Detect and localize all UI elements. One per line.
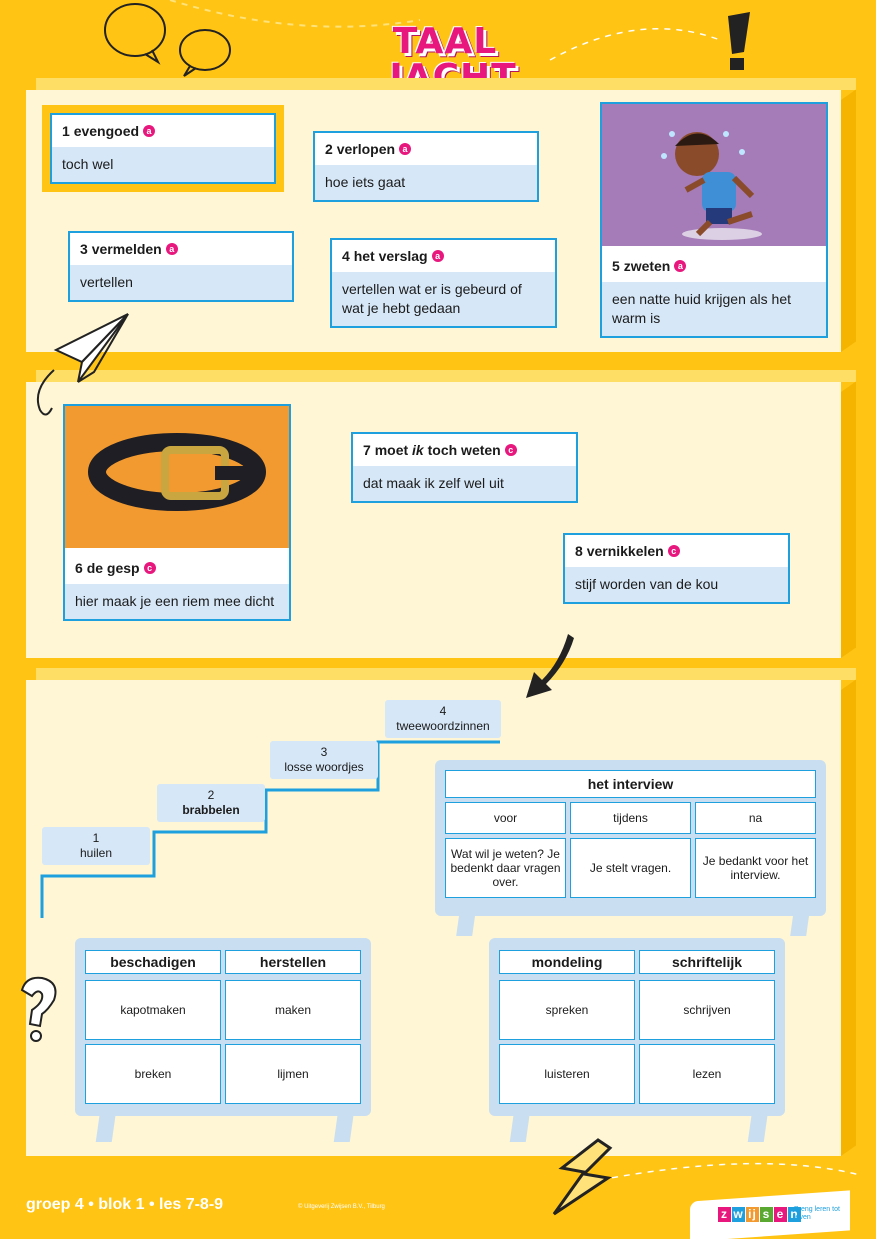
panel-top xyxy=(36,370,856,382)
panel-top xyxy=(36,668,856,680)
step-label-bold: brabbelen xyxy=(182,803,240,817)
word-card-5 xyxy=(600,102,828,338)
word-number: 2 xyxy=(325,141,333,157)
word-card-4 xyxy=(330,238,557,328)
copyright: © Uitgeverij Zwijsen B.V., Tilburg xyxy=(298,1204,385,1210)
panel-side xyxy=(841,89,856,352)
interview-header-after: na xyxy=(695,802,816,834)
step-number: 2 xyxy=(207,788,215,802)
word-card-title xyxy=(602,250,826,282)
board-left-cell: kapotmaken xyxy=(85,980,221,1040)
word-card-2 xyxy=(313,131,539,202)
word-definition: vertellen wat er is gebeurd of wat je hebt gedaan xyxy=(332,272,555,326)
word-number: 5 xyxy=(612,258,620,274)
word-card-title xyxy=(565,535,788,567)
word-term-pre: moet xyxy=(374,442,409,458)
board-right-cell: schrijven xyxy=(639,980,775,1040)
word-card-1 xyxy=(50,113,276,184)
panel-top xyxy=(36,78,856,90)
word-card-title xyxy=(315,133,537,165)
speech-bubble-icon xyxy=(100,0,240,80)
word-term-post: toch weten xyxy=(427,442,501,458)
board-left-cell: maken xyxy=(225,980,361,1040)
word-definition: toch wel xyxy=(52,147,274,182)
word-number: 3 xyxy=(80,241,88,257)
footer-lesson-info: groep 4 • blok 1 • les 7-8-9 xyxy=(26,1196,224,1213)
brand-tagline: Breng leren tot leven xyxy=(794,1206,840,1221)
brand-letter: ij xyxy=(746,1207,759,1222)
level-badge: a xyxy=(674,260,686,272)
brand-letter: w xyxy=(733,1207,744,1221)
step-1 xyxy=(42,827,150,865)
level-badge: c xyxy=(505,444,517,456)
board-right-cell: luisteren xyxy=(499,1044,635,1104)
step-4 xyxy=(385,700,501,738)
question-icon xyxy=(16,974,66,1044)
level-badge: a xyxy=(166,243,178,255)
step-label: losse woordjes xyxy=(284,760,364,774)
board-left-cell: breken xyxy=(85,1044,221,1104)
step-label xyxy=(157,803,265,818)
board-left-cell: lijmen xyxy=(225,1044,361,1104)
word-number: 8 xyxy=(575,543,583,559)
word-term: het verslag xyxy=(353,248,428,264)
logo-line-1: TAAL xyxy=(392,21,498,62)
word-term: vernikkelen xyxy=(586,543,664,559)
step-number: 3 xyxy=(320,745,328,759)
board-left-header-2: herstellen xyxy=(225,950,361,974)
board-left-header-1: beschadigen xyxy=(85,950,221,974)
board-right-header-2: schriftelijk xyxy=(639,950,775,974)
level-badge: a xyxy=(432,250,444,262)
interview-title: het interview xyxy=(445,770,816,798)
board-right-cell: lezen xyxy=(639,1044,775,1104)
word-card-title xyxy=(52,115,274,147)
sweating-boy-illustration xyxy=(602,104,826,246)
brand-letter: s xyxy=(760,1207,773,1222)
word-definition: dat maak ik zelf wel uit xyxy=(353,466,576,501)
level-badge: c xyxy=(144,562,156,574)
interview-cell-during: Je stelt vragen. xyxy=(570,838,691,898)
board-right-header-1: mondeling xyxy=(499,950,635,974)
word-number: 6 xyxy=(75,560,83,576)
panel-side xyxy=(841,381,856,658)
level-badge: a xyxy=(143,125,155,137)
word-term: zweten xyxy=(623,258,671,274)
step-2 xyxy=(157,784,265,822)
step-3 xyxy=(270,741,378,779)
word-card-title xyxy=(353,434,576,466)
word-term: de gesp xyxy=(86,560,140,576)
exclamation-icon xyxy=(720,12,760,76)
panel-side xyxy=(841,679,856,1156)
word-definition: hier maak je een riem mee dicht xyxy=(65,584,289,619)
step-label: huilen xyxy=(79,846,113,860)
interview-header-before: voor xyxy=(445,802,566,834)
brand-letter: e xyxy=(774,1207,787,1222)
word-number: 4 xyxy=(342,248,350,264)
level-badge: c xyxy=(668,545,680,557)
brand-logo xyxy=(718,1207,802,1222)
word-card-title xyxy=(332,240,555,272)
level-badge: a xyxy=(399,143,411,155)
word-term-italic: ik xyxy=(412,442,424,458)
word-card-title xyxy=(70,233,292,265)
word-card-8 xyxy=(563,533,790,604)
word-card-7 xyxy=(351,432,578,503)
word-definition: een natte huid krijgen als het warm is xyxy=(602,282,826,336)
word-definition: vertellen xyxy=(70,265,292,300)
word-card-3 xyxy=(68,231,294,302)
board-right-cell: spreken xyxy=(499,980,635,1040)
word-term: verlopen xyxy=(336,141,396,157)
word-term: vermelden xyxy=(91,241,162,257)
interview-cell-before: Wat wil je weten? Je bedenkt daar vragen over. xyxy=(445,838,566,898)
word-number: 7 xyxy=(363,442,371,458)
word-card-title xyxy=(65,552,289,584)
word-term: evengoed xyxy=(73,123,140,139)
lightning-icon xyxy=(548,1138,618,1218)
word-card-6 xyxy=(63,404,291,621)
word-number: 1 xyxy=(62,123,70,139)
step-label: tweewoordzinnen xyxy=(396,719,490,733)
step-number: 4 xyxy=(439,704,447,718)
brand-letter: z xyxy=(718,1207,731,1222)
word-definition: hoe iets gaat xyxy=(315,165,537,200)
brand-letter: n xyxy=(788,1207,801,1222)
step-number: 1 xyxy=(92,831,100,845)
interview-header-during: tijdens xyxy=(570,802,691,834)
interview-cell-after: Je bedankt voor het interview. xyxy=(695,838,816,898)
arrow-down-icon xyxy=(520,632,580,702)
word-definition: stijf worden van de kou xyxy=(565,567,788,602)
belt-buckle-illustration xyxy=(65,406,289,548)
